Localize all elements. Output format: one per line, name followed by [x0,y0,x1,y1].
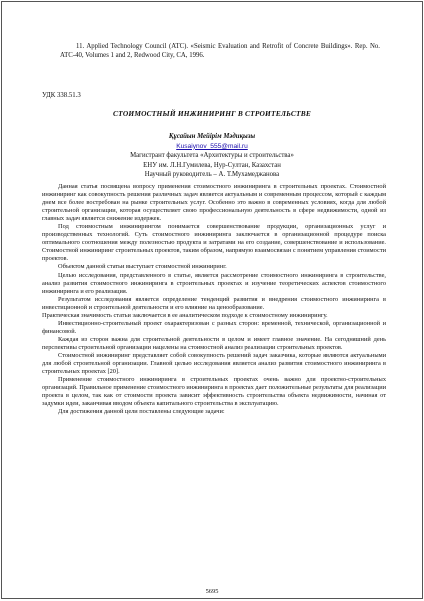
paragraph: Объектом данной статьи выступает стоимостной инжиниринг. [58,263,227,271]
paper-page [1,1,423,599]
article-title: СТОИМОСТНЫЙ ИНЖИНИРИНГ В СТРОИТЕЛЬСТВЕ [113,109,311,118]
reference-entry: 11. Applied Technology Council (ATC). «Seismic Evaluation and Retrofit of Concrete Buildings». Rep. No. ATC-40, Volumes 1 and 2, Redwood City, CA, 1996. [60,43,380,59]
article-body [42,183,386,416]
paragraph: Инвестиционно-строительный проект охарактеризован с разных сторон: временной, технической, организационной и финансовой. [42,319,386,335]
author-email-link[interactable]: Kusaiynov_555@mail.ru [176,142,248,150]
author-university: ЕНУ им. Л.Н.Гумилева, Нур-Султан, Казахстан [143,161,281,169]
paragraph: Каждая из сторон важна для строительной деятельности в целом и имеет главное значение. На сегодняшний день перспективы строительной организации нацелены на стоимостной анализ реализации строительных проектов. [42,335,386,351]
udk-code: УДК 338.51.3 [42,92,81,99]
author-affiliation: Магистрант факультета «Архитектуры и строительства» [130,152,294,159]
paragraph: Целью исследования, представленного в статье, является рассмотрение стоимостного инжиниринга в строительстве, анализ развития стоимостного инжиниринга в строительных проектах и изучение теоретических аспектов стоимостного инжиниринга и его реализация. [42,271,386,295]
paragraph: Применение стоимостного инжиниринга в строительных проектах очень важно для проектно-строительных организаций. Правильное применение стоимостного инжиниринга в проектах дает положительные результаты для реализации проекта в целом, так как от стоимости проекта зависит эффективность строительства объекта недвижимости, начиная от задумки идеи, заканчивая вводом объекта капитального строительства в эксплуатацию. [42,376,386,408]
page-number: 5695 [205,588,219,595]
paragraph: Для достижения данной цели поставлены следующие задачи: [58,408,225,416]
paragraph: Стоимостной инжиниринг представляет собой совокупность решений задач заказчика, которые являются актуальными для любой строительной организации. Главной целью исследования является анализ развития стоимостного инжиниринга в строительных проектах [20]. [42,351,386,376]
paragraph: Результатом исследования является определение тенденций развития и внедрения стоимостного инжиниринга в инвестиционной и строительной деятельности и его влияние на ценообразование. [42,295,386,311]
paragraph: Под стоимостным инжинирингом понимается совершенствование продукции, организационных услуг и производственных технологий. Суть стоимостного инжиниринга заключается в организационной процедуре поиска оптимального соотношения между полезностью продукта и затратами на его создание, совершенствование и использование. Стоимостной инжиниринг строительных проектов, таким образом, напрямую взаимосвязан с понятием управления стоимости проектов. [42,223,386,263]
author-name: Құсайын Мейірім Мәдиқызы [168,133,256,140]
paragraph: Практическая значимость статьи заключается в ее аналитическом подходе к стоимостному инжинирингу. [42,311,328,319]
scientific-supervisor: Научный руководитель – А. Т.Мухамеджанова [144,171,280,178]
author-block [42,132,382,180]
paragraph: Данная статья посвящена вопросу применения стоимостного инжиниринга в строительных проектах. Стоимостной инжиниринг как совокупность решения различных задач является актуальным и современным процессом, который с каждым днем все более востребован на рынке строительных услуг. Особенно это важно в современных условиях, когда для любой строительной организации, которая осуществляет свою профессиональную деятельность в сфере недвижимости, одной из главных задач является снижение издержек. [42,183,386,223]
